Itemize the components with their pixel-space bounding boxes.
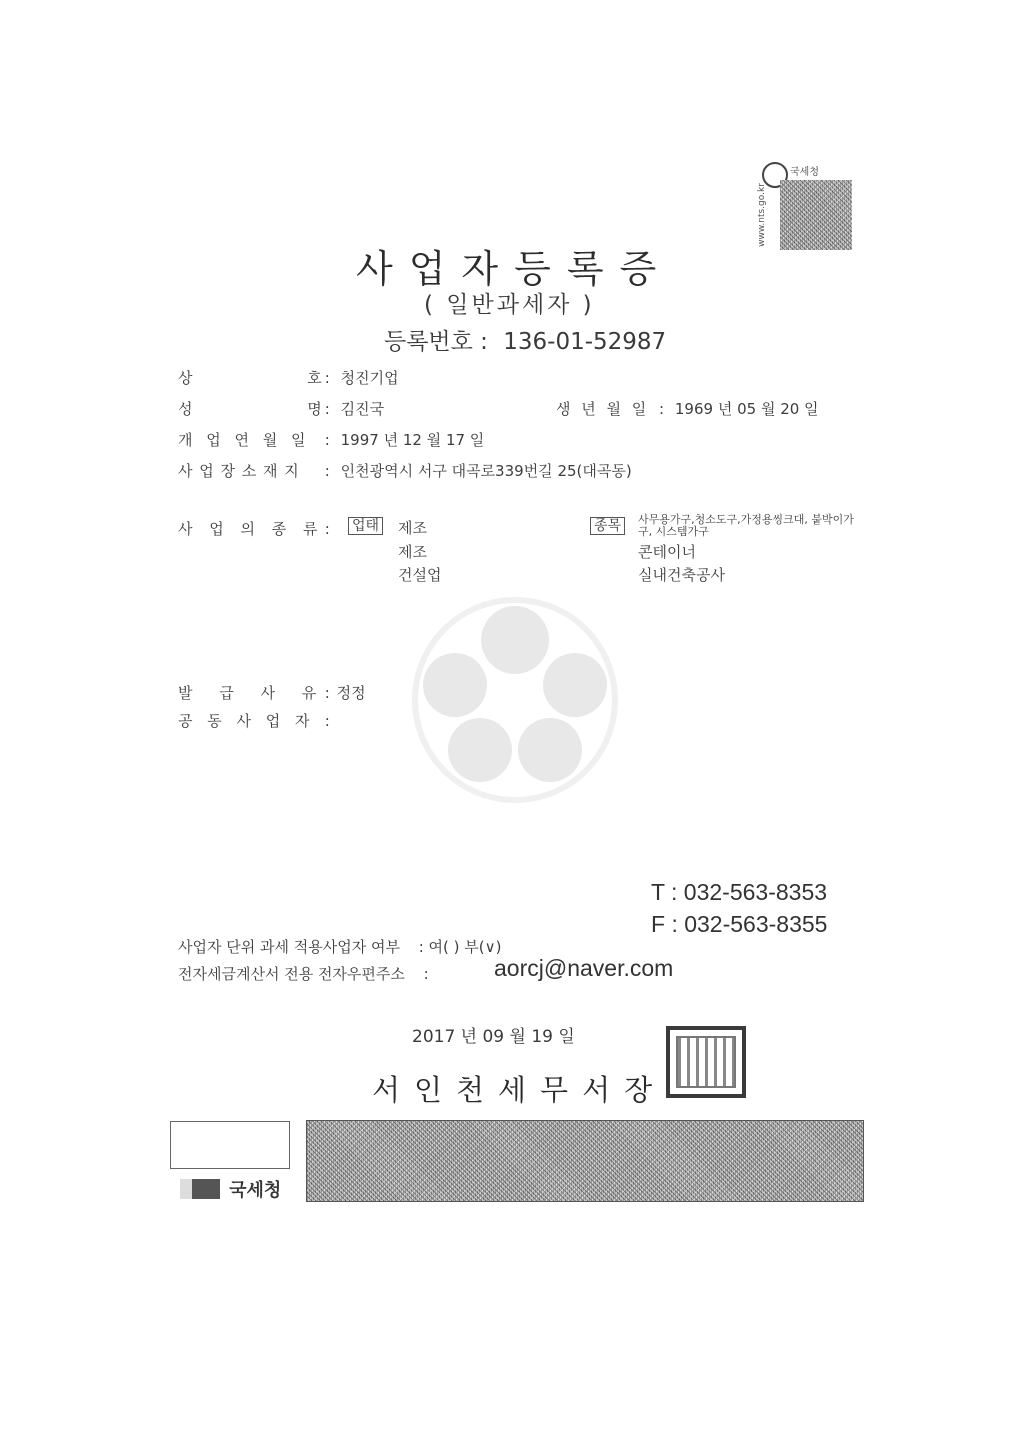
row-business-type — [178, 518, 330, 539]
trade-name-label: 상 호 — [178, 369, 322, 387]
document-title: 사업자등록증 — [356, 247, 673, 291]
unit-tax-value: : 여( ) 부(∨) — [418, 938, 502, 956]
qr-code — [780, 180, 852, 250]
blank-box — [170, 1121, 290, 1169]
row-joint — [178, 710, 330, 731]
issue-reason-label: 발 급 사 유 — [178, 684, 317, 702]
row-unit-tax — [178, 936, 501, 957]
joint-label: 공 동 사 업 자 — [178, 712, 310, 730]
name-value: 김진국 — [340, 400, 385, 418]
einvoice-label: 전자세금계산서 전용 전자우편주소 — [178, 965, 405, 983]
issue-reason-value: 정정 — [336, 684, 366, 702]
registration-number-label: 등록번호 : — [384, 329, 488, 355]
business-type-label: 사 업 의 종 류 — [178, 520, 318, 538]
einvoice-colon: : — [423, 965, 429, 983]
birth-value: 1969 년 05 월 20 일 — [674, 400, 819, 418]
items-badge — [590, 516, 625, 535]
qr-verification-block — [756, 160, 856, 254]
row-trade-name — [178, 367, 399, 388]
trade-name-value: 청진기업 — [340, 369, 399, 387]
qr-org-label: 국세청 — [790, 167, 819, 178]
qr-url-vertical: www.nts.go.kr — [756, 183, 767, 247]
colon: : — [324, 431, 330, 449]
item-3: 실내건축공사 — [638, 566, 725, 584]
row-address — [178, 460, 632, 481]
colon: : — [324, 520, 330, 538]
sector-2: 제조 — [398, 543, 427, 561]
colon: : — [324, 712, 330, 730]
address-label: 사 업 장 소 재 지 — [178, 462, 299, 480]
name-label: 성 명 — [178, 400, 322, 418]
item-1: 사무용가구,청소도구,가정용씽크대, 붙박이가구, 시스템가구 — [638, 513, 854, 538]
colon: : — [324, 400, 330, 418]
email-address: aorcj@naver.com — [494, 955, 674, 981]
colon: : — [324, 684, 330, 702]
unit-tax-label: 사업자 단위 과세 적용사업자 여부 — [178, 938, 400, 956]
colon: : — [324, 369, 330, 387]
fax-number: F : 032-563-8355 — [651, 911, 828, 937]
verification-barcode — [306, 1120, 864, 1202]
birth-label: 생 년 월 일 — [556, 400, 647, 418]
issuing-office: 서인천세무서장 — [372, 1073, 667, 1107]
sector-badge — [348, 516, 383, 535]
nts-logo — [180, 1176, 281, 1202]
registration-number-value: 136-01-52987 — [503, 329, 667, 355]
address-value: 인천광역시 서구 대곡로339번길 25(대곡동) — [340, 462, 632, 480]
taxpayer-type: ( 일반과세자 ) — [424, 292, 595, 318]
items-badge-label: 종목 — [590, 517, 625, 535]
open-date-label: 개 업 연 월 일 — [178, 431, 306, 449]
item-2: 콘테이너 — [638, 543, 696, 561]
row-issue-reason — [178, 682, 366, 703]
nts-logo-icon — [180, 1179, 220, 1199]
issue-date: 2017 년 09 월 19 일 — [412, 1027, 575, 1047]
registration-number — [384, 323, 666, 356]
colon: : — [659, 400, 665, 418]
colon: : — [324, 462, 330, 480]
open-date-value: 1997 년 12 월 17 일 — [340, 431, 485, 449]
sector-3: 건설업 — [398, 566, 442, 584]
sector-badge-label: 업태 — [348, 517, 383, 535]
row-birth — [556, 398, 819, 419]
nts-watermark-emblem — [410, 590, 620, 830]
row-name — [178, 398, 384, 419]
official-seal-stamp — [666, 1026, 746, 1098]
phone-number: T : 032-563-8353 — [651, 879, 828, 905]
sector-1: 제조 — [398, 519, 427, 537]
nts-logo-text: 국세청 — [229, 1180, 282, 1201]
row-einvoice — [178, 963, 429, 984]
row-open-date — [178, 429, 484, 450]
